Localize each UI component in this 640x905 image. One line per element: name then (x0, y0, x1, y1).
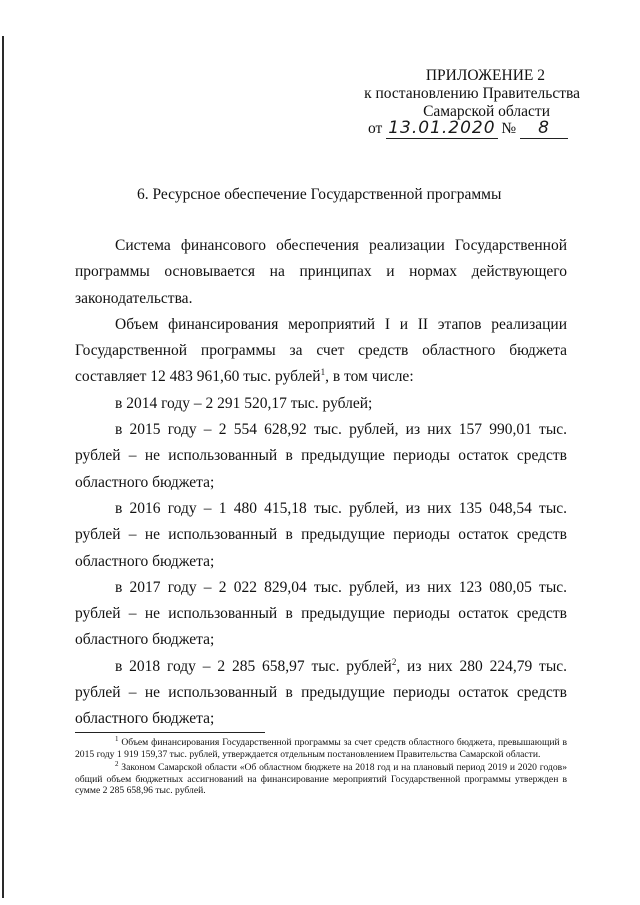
paragraph: Система финансового обеспечения реализации Государственной программы основывается на принципах и нормах действующего законодательства. (75, 237, 567, 307)
handwritten-number: 8 (538, 118, 550, 138)
footnotes (75, 734, 567, 799)
handwritten-date: 13.01.2020 (388, 118, 496, 138)
appendix-region: Самарской области (423, 103, 550, 120)
appendix-subtitle: к постановлению Правительства (364, 85, 580, 102)
footnote-separator (75, 732, 265, 733)
scan-edge (2, 36, 4, 898)
paragraph: в 2016 году – 1 480 415,18 тыс. рублей, из них 135 048,54 тыс. рублей – не использованный в предыдущие периоды остаток средств областного бюджета; (75, 499, 567, 570)
paragraph: в 2017 году – 2 022 829,04 тыс. рублей, из них 123 080,05 тыс. рублей – не использованный в предыдущие периоды остаток средств областного бюджета; (75, 578, 567, 649)
footnote: $^2$ Законом Самарской области «Об областном бюджете на 2018 год и на плановый период 2019 и 2020 годов» общий объем бюджетных ассигнований на финансирование мероприятий Государственной программы утвержден в сумме 2 285 658,96 тыс. рублей. (75, 760, 567, 797)
footnote-ref: 2 (391, 656, 397, 667)
appendix-header (340, 67, 580, 121)
footnote: $^1$ Объем финансирования Государственной программы за счет средств областного бюджета, превышающий в 2015 году 1 919 159,37 тыс. рублей, утверждается отдельным постановлением Правительства Самарской области. (75, 734, 567, 760)
date-prefix: от (368, 120, 383, 137)
number-label: № (501, 120, 517, 137)
paragraph: в 2014 году – 2 291 520,17 тыс. рублей; (115, 394, 373, 412)
paragraph: в 2018 году – 2 285 658,97 тыс. рублей$^2$, из них 280 224,79 тыс. рублей – не использованный в предыдущие периоды остаток средств областного бюджета; (75, 656, 567, 728)
footnote-ref: 1 (320, 367, 326, 378)
appendix-title: ПРИЛОЖЕНИЕ 2 (425, 67, 545, 84)
document-body (75, 233, 567, 733)
section-title: 6. Ресурсное обеспечение Государственной программы (137, 186, 502, 203)
appendix-date-line (368, 118, 568, 142)
paragraph: Объем финансирования мероприятий I и II этапов реализации Государственной программы за счет средств областного бюджета составляет 12 483 961,60 тыс. рублей$^1$, в том числе: (75, 315, 567, 386)
paragraph: в 2015 году – 2 554 628,92 тыс. рублей, из них 157 990,01 тыс. рублей – не использованный в предыдущие периоды остаток средств областного бюджета; (75, 421, 567, 491)
